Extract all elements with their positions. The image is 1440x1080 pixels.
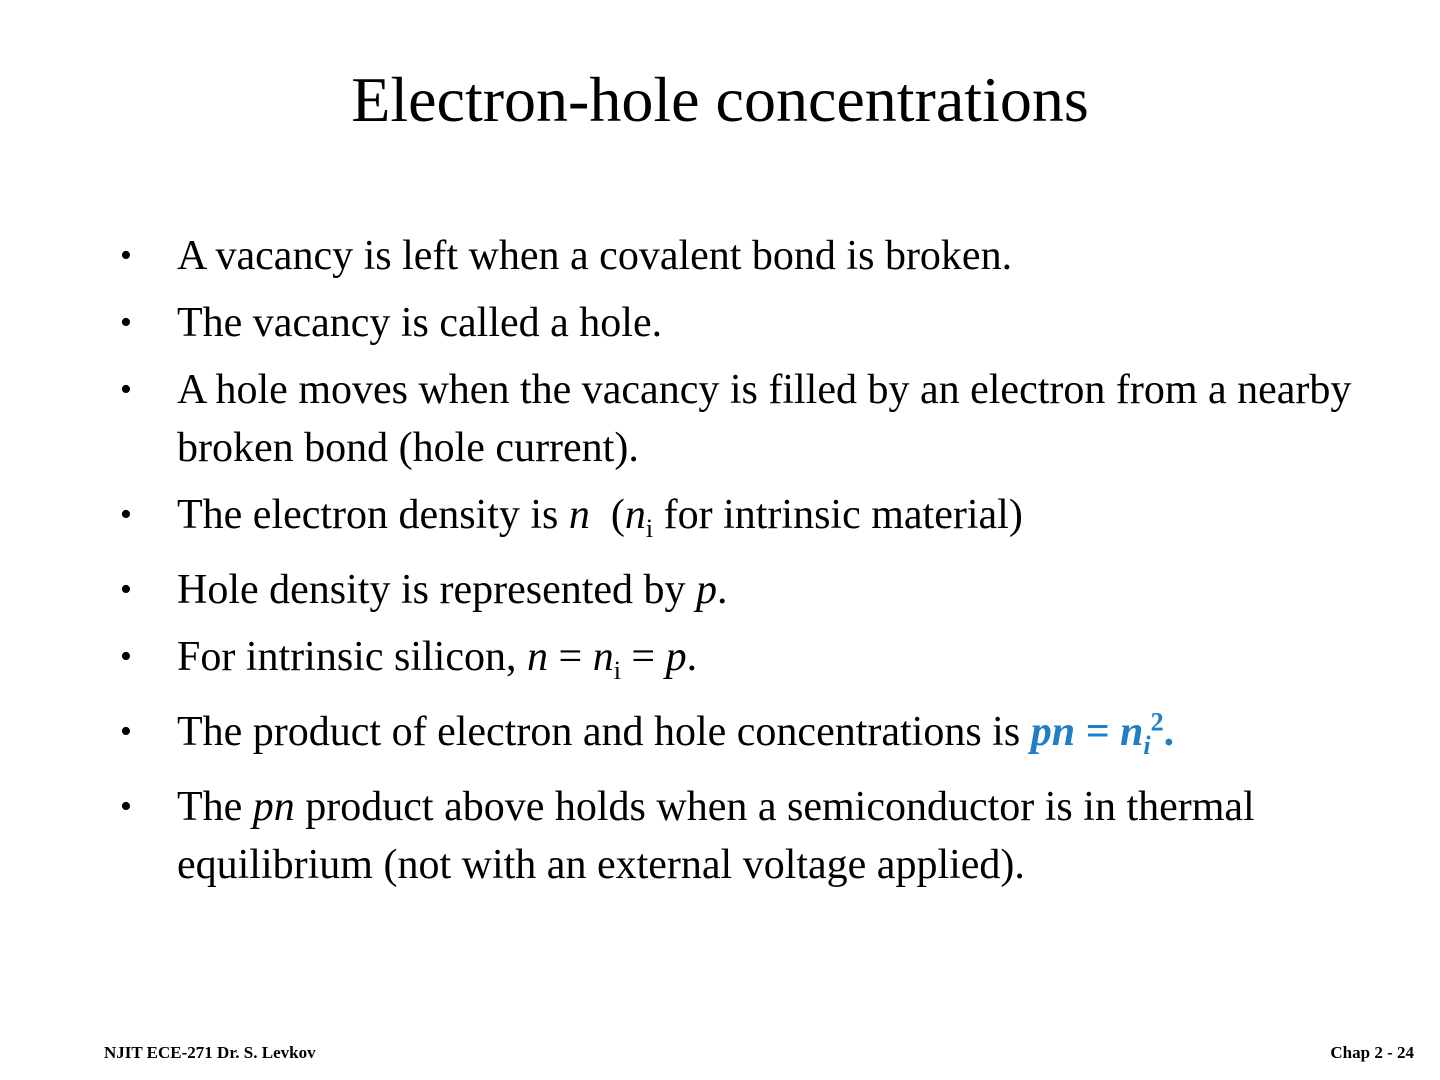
bullet-dot-icon: • — [120, 237, 132, 274]
pn-formula — [1030, 707, 1164, 761]
bullet-dot-icon: • — [120, 788, 132, 825]
text-run: . — [686, 634, 698, 680]
bullet-item — [120, 778, 1360, 894]
text-run: . — [1163, 709, 1175, 755]
text-run: For intrinsic silicon, — [177, 634, 527, 680]
variable-pn: pn — [252, 784, 295, 830]
text-run: Hole density is represented by — [177, 567, 697, 613]
bullet-item — [120, 561, 1360, 619]
text-run: product above holds when a semiconductor is in thermal equilibrium (not with an external voltage applied). — [177, 784, 1255, 888]
footer-page-number: Chap 2 - 24 — [1330, 1043, 1414, 1062]
text-run: = — [620, 634, 666, 680]
bullet-dot-icon: • — [120, 713, 132, 750]
variable-n: n — [527, 634, 548, 680]
variable-n: n — [592, 634, 614, 680]
text-run: The — [177, 784, 253, 830]
bullet-dot-icon: • — [120, 304, 132, 341]
bullet-text — [177, 778, 1360, 894]
bullet-item — [120, 227, 1360, 285]
subscript-i: i — [1143, 731, 1151, 761]
bullet-text: A hole moves when the vacancy is filled by an electron from a nearby broken bond (hole current). — [177, 367, 1352, 471]
text-run: The product of electron and hole concentrations is — [177, 709, 1031, 755]
variable-p: p — [696, 567, 718, 613]
variable-n: n — [624, 492, 646, 538]
subscript-i: i — [645, 514, 654, 544]
bullet-item — [120, 294, 1360, 352]
superscript-2: 2 — [1150, 707, 1164, 737]
text-run: . — [717, 567, 728, 613]
bullet-text: The vacancy is called a hole. — [177, 300, 663, 346]
bullet-text — [177, 486, 1360, 544]
slide-title: Electron-hole concentrations — [351, 64, 1089, 135]
bullet-item — [120, 703, 1360, 761]
bullet-dot-icon: • — [120, 371, 132, 408]
bullet-text — [177, 628, 1360, 686]
bullet-text — [177, 561, 1360, 619]
subscript-i: i — [613, 656, 621, 686]
bullet-dot-icon: • — [120, 571, 132, 608]
formula-text: pn = n — [1030, 709, 1144, 755]
text-run: ( — [589, 492, 625, 538]
footer-course-label: NJIT ECE-271 Dr. S. Levkov — [104, 1043, 316, 1062]
bullet-item — [120, 628, 1360, 686]
bullet-item — [120, 361, 1360, 477]
text-run: = — [548, 634, 593, 680]
text-run: for intrinsic material) — [653, 492, 1023, 538]
variable-n: n — [568, 492, 590, 538]
bullet-text: A vacancy is left when a covalent bond is broken. — [177, 233, 1013, 279]
text-run: The electron density is — [177, 492, 569, 538]
bullet-item — [120, 486, 1360, 544]
bullet-dot-icon: • — [120, 638, 132, 675]
bullet-text — [177, 703, 1360, 761]
variable-p: p — [665, 634, 687, 680]
bullet-dot-icon: • — [120, 496, 132, 533]
